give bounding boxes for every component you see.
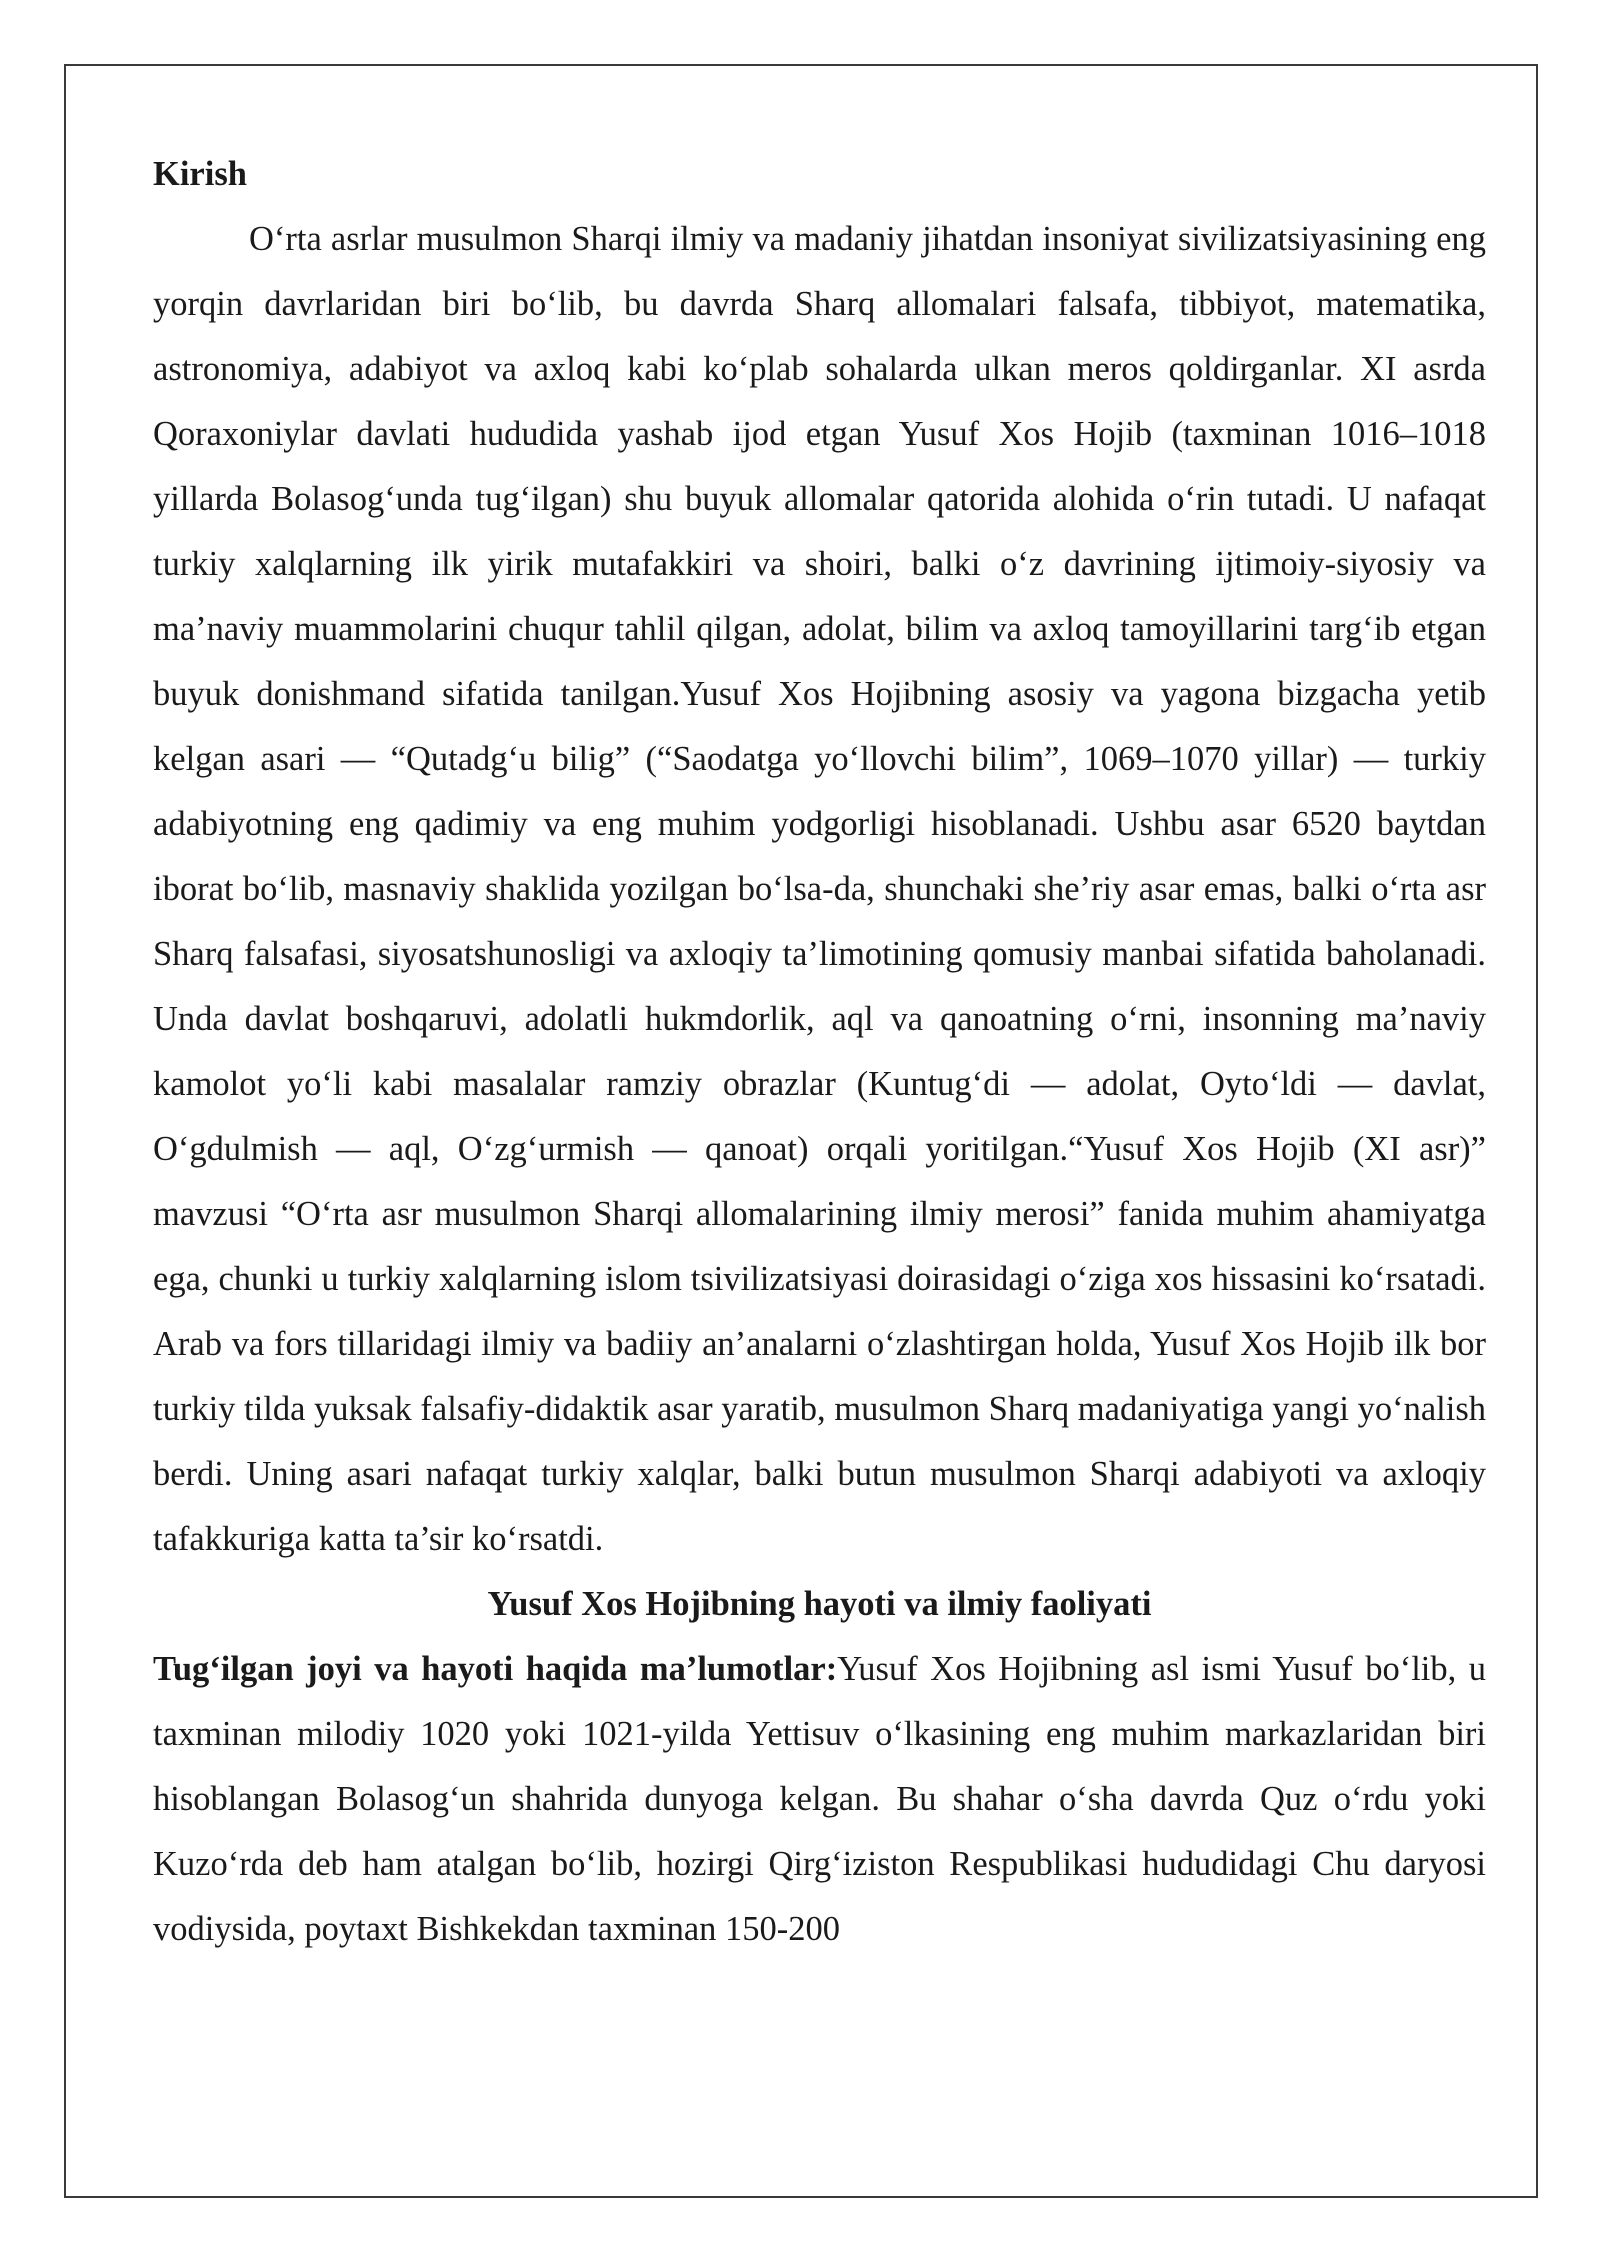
document-body — [153, 142, 1486, 1962]
intro-paragraph: O‘rta asrlar musulmon Sharqi ilmiy va madaniy jihatdan insoniyat sivilizatsiyasining eng yorqin davrlaridan biri bo‘lib, bu davrda Sharq allomalari falsafa, tibbiyot, matematika, astronomiya, adabiyot va axloq kabi ko‘plab sohalarda ulkan meros qoldirganlar. XI asrda Qoraxoniylar davlati hududida yashab ijod etgan Yusuf Xos Hojib (taxminan 1016–1018 yillarda Bolasog‘unda tug‘ilgan) shu buyuk allomalar qatorida alohida o‘rin tutadi. U nafaqat turkiy xalqlarning ilk yirik mutafakkiri va shoiri, balki o‘z davrining ijtimoiy-siyosiy va ma’naviy muammolarini chuqur tahlil qilgan, adolat, bilim va axloq tamoyillarini targ‘ib etgan buyuk donishmand sifatida tanilgan.Yusuf Xos Hojibning asosiy va yagona bizgacha yetib kelgan asari — “Qutadg‘u bilig” (“Saodatga yo‘llovchi bilim”, 1069–1070 yillar) — turkiy adabiyotning eng qadimiy va eng muhim yodgorligi hisoblanadi. Ushbu asar 6520 baytdan iborat bo‘lib, masnaviy shaklida yozilgan bo‘lsa-da, shunchaki she’riy asar emas, balki o‘rta asr Sharq falsafasi, siyosatshunosligi va axloqiy ta’limotining qomusiy manbai sifatida baholanadi. Unda davlat boshqaruvi, adolatli hukmdorlik, aql va qanoatning o‘rni, insonning ma’naviy kamolot yo‘li kabi masalalar ramziy obrazlar (Kuntug‘di — adolat, Oyto‘ldi — davlat, O‘gdulmish — aql, O‘zg‘urmish — qanoat) orqali yoritilgan.“Yusuf Xos Hojib (XI asr)” mavzusi “O‘rta asr musulmon Sharqi allomalarining ilmiy merosi” fanida muhim ahamiyatga ega, chunki u turkiy xalqlarning islom tsivilizatsiyasi doirasidagi o‘ziga xos hissasini ko‘rsatadi. Arab va fors tillaridagi ilmiy va badiiy an’analarni o‘zlashtirgan holda, Yusuf Xos Hojib ilk bor turkiy tilda yuksak falsafiy-didaktik asar yaratib, musulmon Sharq madaniyatiga yangi yo‘nalish berdi. Uning asari nafaqat turkiy xalqlar, balki butun musulmon Sharqi adabiyoti va axloqiy tafakkuriga katta ta’sir ko‘rsatdi. — [153, 220, 1486, 1558]
section-title: Yusuf Xos Hojibning hayoti va ilmiy faoliyati — [487, 1585, 1152, 1623]
subsection-label: Tug‘ilgan joyi va hayoti haqida ma’lumotlar: — [153, 1650, 838, 1688]
subsection-text: Yusuf Xos Hojibning asl ismi Yusuf bo‘lib, u taxminan milodiy 1020 yoki 1021-yilda Yettisuv o‘lkasining eng muhim markazlaridan biri hisoblangan Bolasog‘un shahrida dunyoga kelgan. Bu shahar o‘sha davrda Quz o‘rdu yoki Kuzo‘rda deb ham atalgan bo‘lib, hozirgi Qirg‘iziston Respublikasi hududidagi Chu daryosi vodiysida, poytaxt Bishkekdan taxminan 150-200 — [153, 1650, 1486, 1948]
subsection-paragraph — [153, 1637, 1486, 1962]
heading-kirish: Kirish — [153, 155, 247, 193]
